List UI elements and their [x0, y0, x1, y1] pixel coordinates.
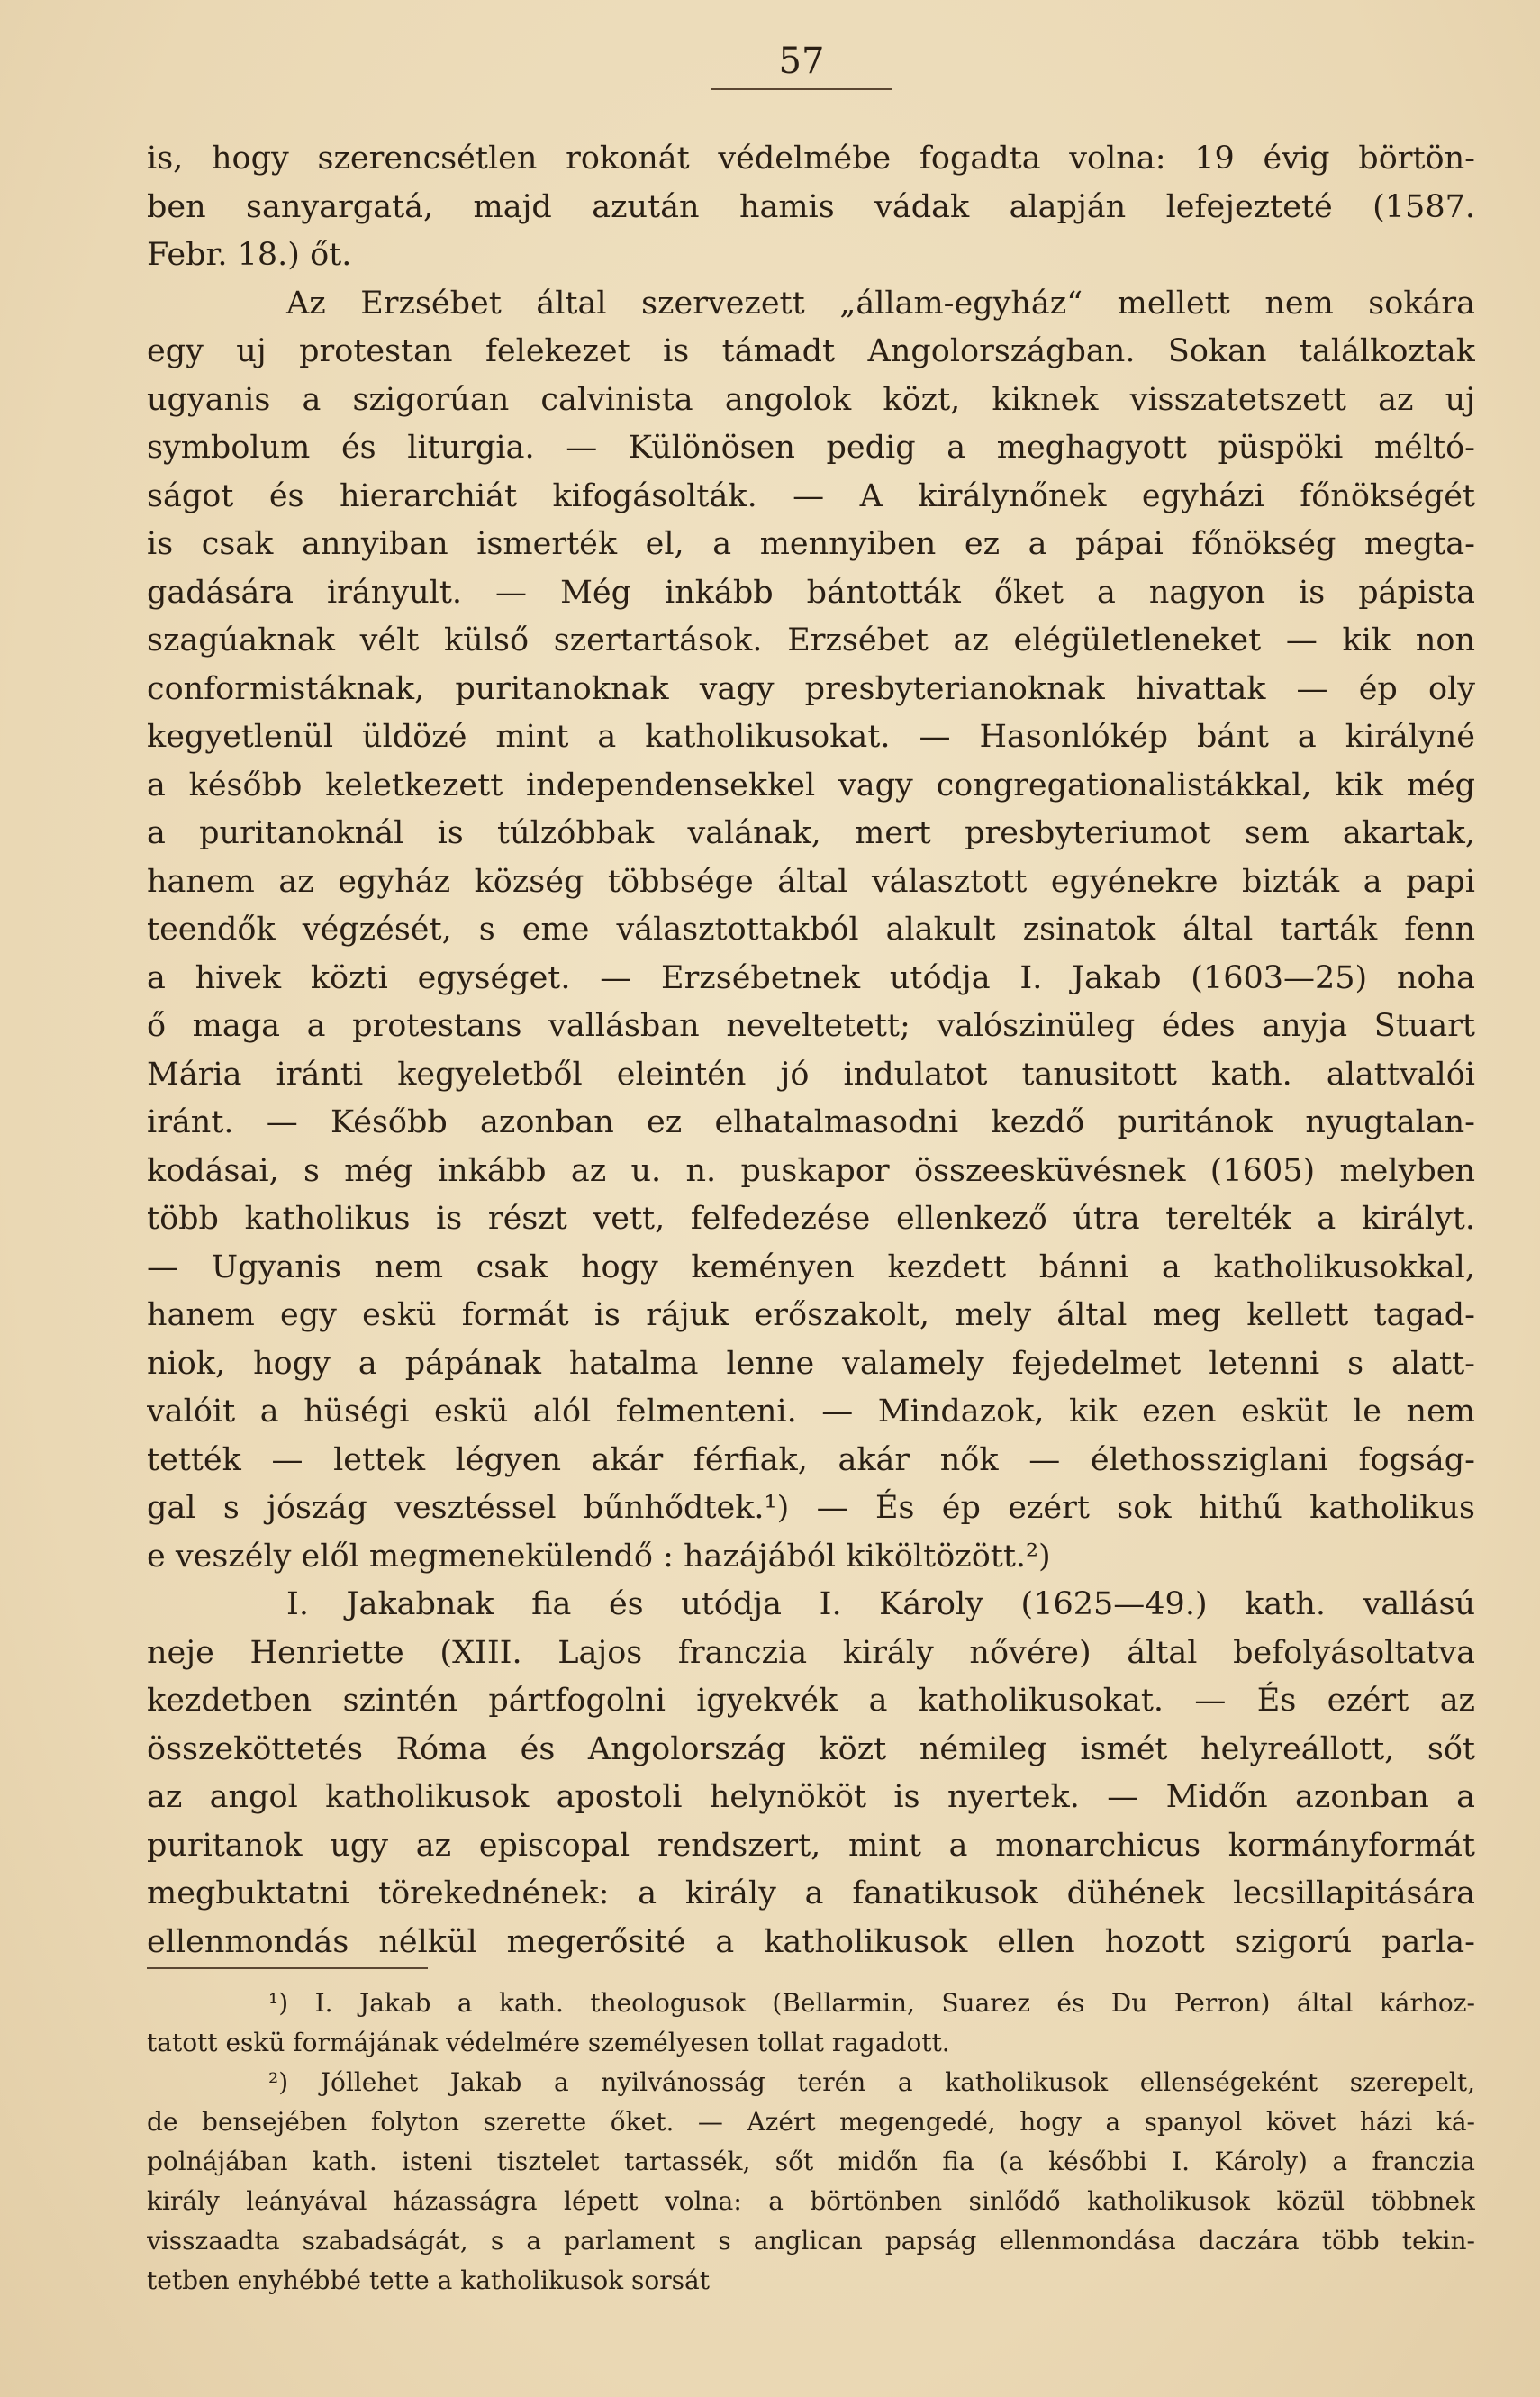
footnote-line: tatott eskü formájának védelmére személyesen tollat ragadott. [147, 2028, 950, 2057]
page-number: 57 [778, 41, 825, 82]
body-line: conformistáknak, puritanoknak vagy presbyterianoknak hivattak — ép oly [147, 670, 1475, 707]
body-line: symbolum és liturgia. — Különösen pedig a meghagyott püspöki méltó- [147, 430, 1475, 466]
body-line: ellenmondás nélkül megerősité a katholikusok ellen hozott szigorú parla- [147, 1923, 1475, 1960]
footnote-line: polnájában kath. isteni tisztelet tartassék, sőt midőn fia (a későbbi I. Károly) a franczia [147, 2147, 1475, 2176]
body-line: ugyanis a szigorúan calvinista angolok közt, kiknek visszatetszett az uj [147, 381, 1475, 418]
body-line: egy uj protestan felekezet is támadt Angolországban. Sokan találkoztak [147, 333, 1475, 369]
footnote-line: visszaadta szabadságát, s a parlament s anglican papság ellenmondása daczára több tekin- [147, 2226, 1475, 2256]
body-line: ő maga a protestans vallásban neveltetett; valószinüleg édes anyja Stuart [147, 1008, 1475, 1044]
body-line: teendők végzését, s eme választottakból alakult zsinatok által tarták fenn [147, 912, 1475, 948]
body-line: is, hogy szerencsétlen rokonát védelmébe fogadta volna: 19 évig börtön- [147, 141, 1475, 177]
body-line: e veszély elől megmenekülendő : hazájából kiköltözött.²) [147, 1538, 1051, 1575]
footnotes [147, 1984, 1475, 2301]
footnote-line: ²) Jóllehet Jakab a nyilvánosság terén a katholikusok ellenségeként szerepelt, [268, 2067, 1475, 2097]
body-line: hanem egy eskü formát is rájuk erőszakolt, mely által meg kellett tagad- [147, 1297, 1475, 1333]
body-text [147, 135, 1475, 1966]
body-line: tették — lettek légyen akár férfiak, akár nők — élethossziglani fogság- [147, 1441, 1475, 1478]
body-line: Az Erzsébet által szervezett „állam-egyház“ mellett nem sokára [286, 285, 1475, 322]
body-line: gal s jószág vesztéssel bűnhődtek.¹) — És ép ezért sok hithű katholikus [147, 1490, 1475, 1526]
body-line: ben sanyargatá, majd azután hamis vádak alapján lefejezteté (1587. [147, 188, 1475, 225]
body-line: neje Henriette (XIII. Lajos franczia király nővére) által befolyásoltatva [147, 1634, 1475, 1671]
header-rule [711, 88, 892, 90]
body-line: ságot és hierarchiát kifogásolták. — A királynőnek egyházi főnökségét [147, 477, 1475, 514]
body-line: a később keletkezett independensekkel vagy congregationalistákkal, kik még [147, 767, 1475, 804]
body-line: szagúaknak vélt külső szertartások. Erzsébet az elégületleneket — kik non [147, 622, 1475, 658]
body-line: a puritanoknál is túlzóbbak valának, mert presbyteriumot sem akartak, [147, 815, 1475, 851]
body-line: niok, hogy a pápának hatalma lenne valamely fejedelmet letenni s alatt- [147, 1345, 1475, 1382]
body-line: valóit a hüségi eskü alól felmenteni. — Mindazok, kik ezen esküt le nem [147, 1394, 1475, 1430]
body-line: a hivek közti egységet. — Erzsébetnek utódja I. Jakab (1603—25) noha [147, 959, 1475, 996]
body-line: kegyetlenül üldözé mint a katholikusokat. — Hasonlókép bánt a királyné [147, 719, 1475, 755]
body-line: puritanok ugy az episcopal rendszert, mint a monarchicus kormányformát [147, 1827, 1475, 1864]
body-line: több katholikus is részt vett, felfedezése ellenkező útra terelték a királyt. [147, 1201, 1475, 1237]
body-line: az angol katholikusok apostoli helynököt is nyertek. — Midőn azonban a [147, 1779, 1475, 1815]
footnote-line: de bensejében folyton szerette őket. — Azért megengedé, hogy a spanyol követ házi ká- [147, 2107, 1475, 2137]
body-line: Febr. 18.) őt. [147, 237, 352, 273]
body-line: iránt. — Később azonban ez elhatalmasodni kezdő puritánok nyugtalan- [147, 1104, 1475, 1140]
body-line: gadására irányult. — Még inkább bántották őket a nagyon is pápista [147, 574, 1475, 611]
footnote-line: tetben enyhébbé tette a katholikusok sorsát [147, 2265, 710, 2295]
footnote-line: király leányával házasságra lépett volna: a börtönben sinlődő katholikusok közül többnek [147, 2186, 1475, 2216]
footnote-line: ¹) I. Jakab a kath. theologusok (Bellarmin, Suarez és Du Perron) által kárhoz- [268, 1988, 1475, 2018]
body-line: hanem az egyház község többsége által választott egyénekre bizták a papi [147, 863, 1475, 900]
body-line: megbuktatni törekednének: a király a fanatikusok dühének lecsillapitására [147, 1875, 1475, 1911]
body-line: kezdetben szintén pártfogolni igyekvék a katholikusokat. — És ezért az [147, 1683, 1475, 1719]
body-line: kodásai, s még inkább az u. n. puskapor összeesküvésnek (1605) melyben [147, 1152, 1475, 1189]
body-line: összeköttetés Róma és Angolország közt némileg ismét helyreállott, sőt [147, 1730, 1475, 1767]
body-line: Mária iránti kegyeletből eleintén jó indulatot tanusitott kath. alattvalói [147, 1056, 1475, 1093]
body-line: — Ugyanis nem csak hogy keményen kezdett bánni a katholikusokkal, [147, 1248, 1475, 1285]
body-line: is csak annyiban ismerték el, a mennyiben ez a pápai főnökség megta- [147, 526, 1475, 562]
footnote-rule [147, 1967, 428, 1969]
body-line: I. Jakabnak fia és utódja I. Károly (1625—49.) kath. vallású [286, 1586, 1475, 1622]
